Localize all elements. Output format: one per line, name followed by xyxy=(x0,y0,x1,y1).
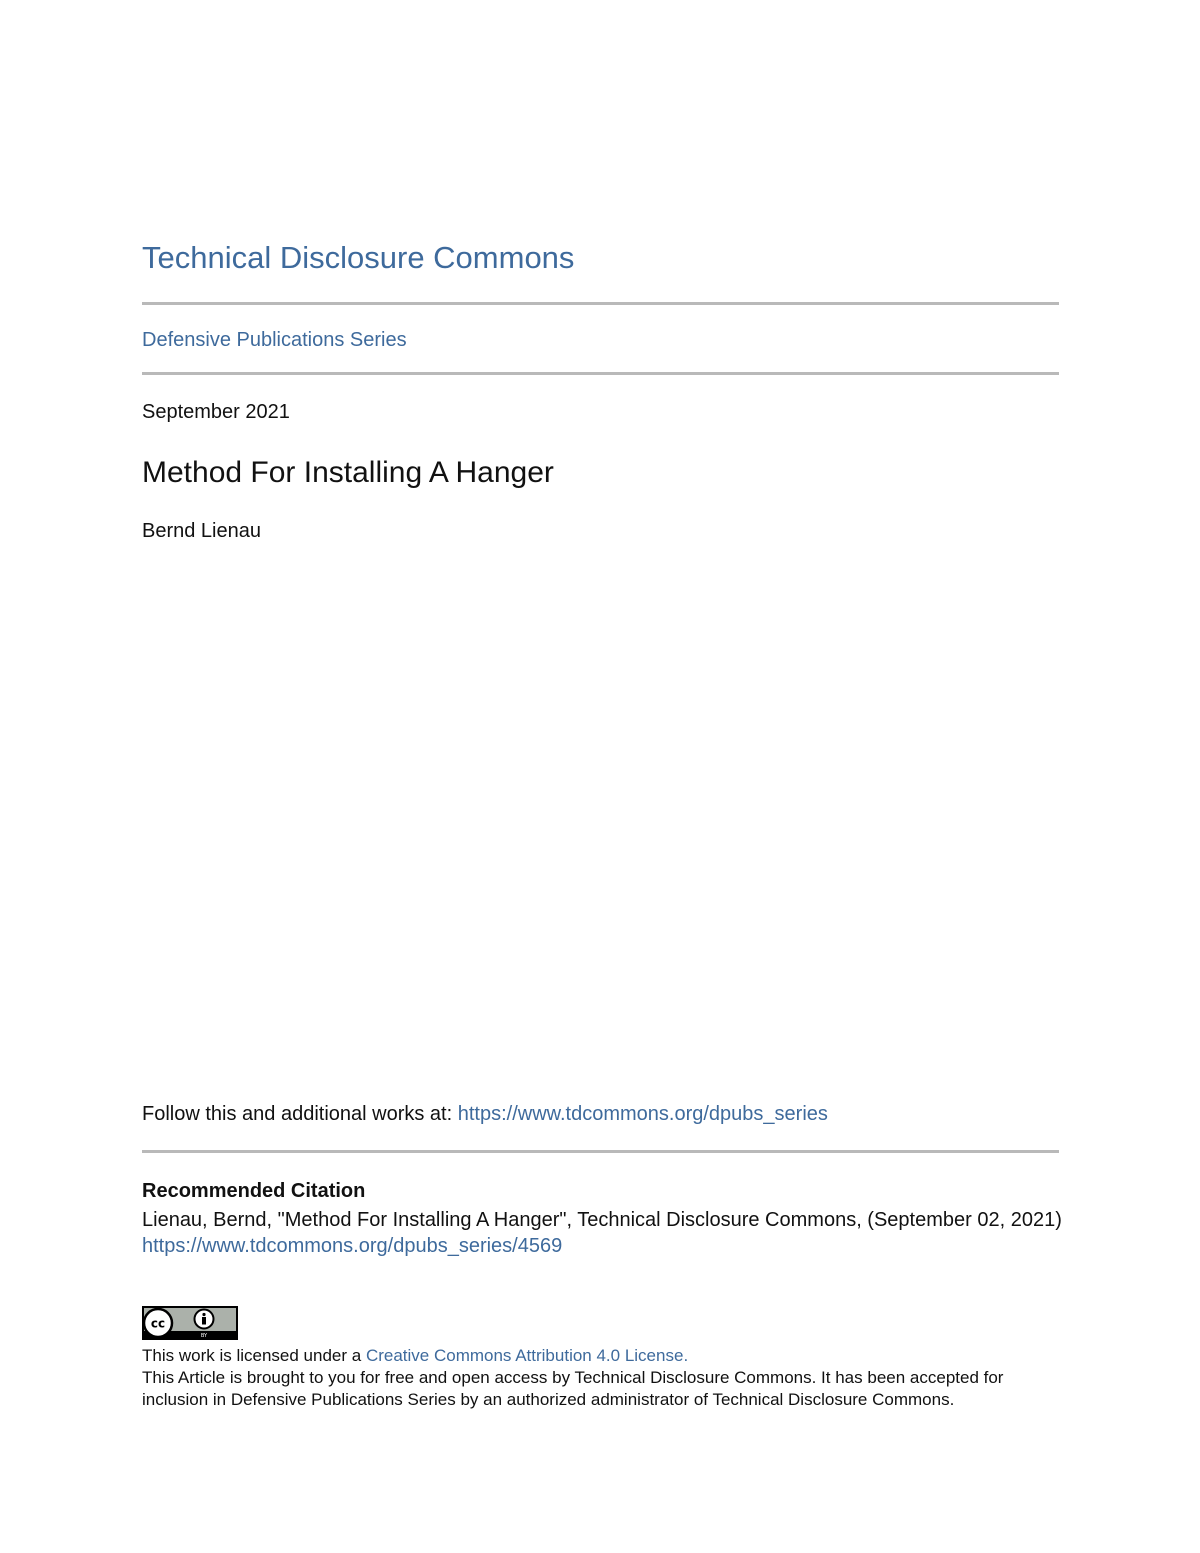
creative-commons-by-icon[interactable] xyxy=(142,1306,238,1340)
follow-label: Follow this and additional works at: xyxy=(142,1103,458,1125)
license-block xyxy=(142,1345,1059,1411)
citation-divider xyxy=(142,1150,1059,1153)
svg-text:BY: BY xyxy=(200,1333,208,1339)
access-notice: This Article is brought to you for free and open access by Technical Disclosure Commons. It has been accepted for inclusion in Defensive Publications Series by an authorized administrator of Technical Disclosure Commons. xyxy=(142,1368,1004,1409)
series-link[interactable]: Defensive Publications Series xyxy=(142,329,407,351)
citation-heading: Recommended Citation xyxy=(142,1180,366,1202)
header-divider xyxy=(142,302,1059,305)
follow-line xyxy=(142,1100,828,1128)
svg-text:cc: cc xyxy=(150,1316,166,1331)
series-divider xyxy=(142,372,1059,375)
license-line xyxy=(142,1345,1059,1367)
license-prefix: This work is licensed under a xyxy=(142,1346,366,1365)
license-link[interactable]: Creative Commons Attribution 4.0 License xyxy=(365,1346,684,1365)
article-title: Method For Installing A Hanger xyxy=(142,456,554,489)
repository-title-link[interactable]: Technical Disclosure Commons xyxy=(142,240,575,275)
article-author: Bernd Lienau xyxy=(142,520,261,542)
citation-link[interactable]: https://www.tdcommons.org/dpubs_series/4569 xyxy=(142,1235,563,1257)
citation-text: Lienau, Bernd, "Method For Installing A Hanger", Technical Disclosure Commons, (September 02, 2021) xyxy=(142,1209,1062,1231)
license-suffix: . xyxy=(683,1346,689,1365)
follow-link[interactable]: https://www.tdcommons.org/dpubs_series xyxy=(457,1103,828,1125)
cover-page xyxy=(142,0,1062,1553)
publication-date: September 2021 xyxy=(142,401,290,423)
